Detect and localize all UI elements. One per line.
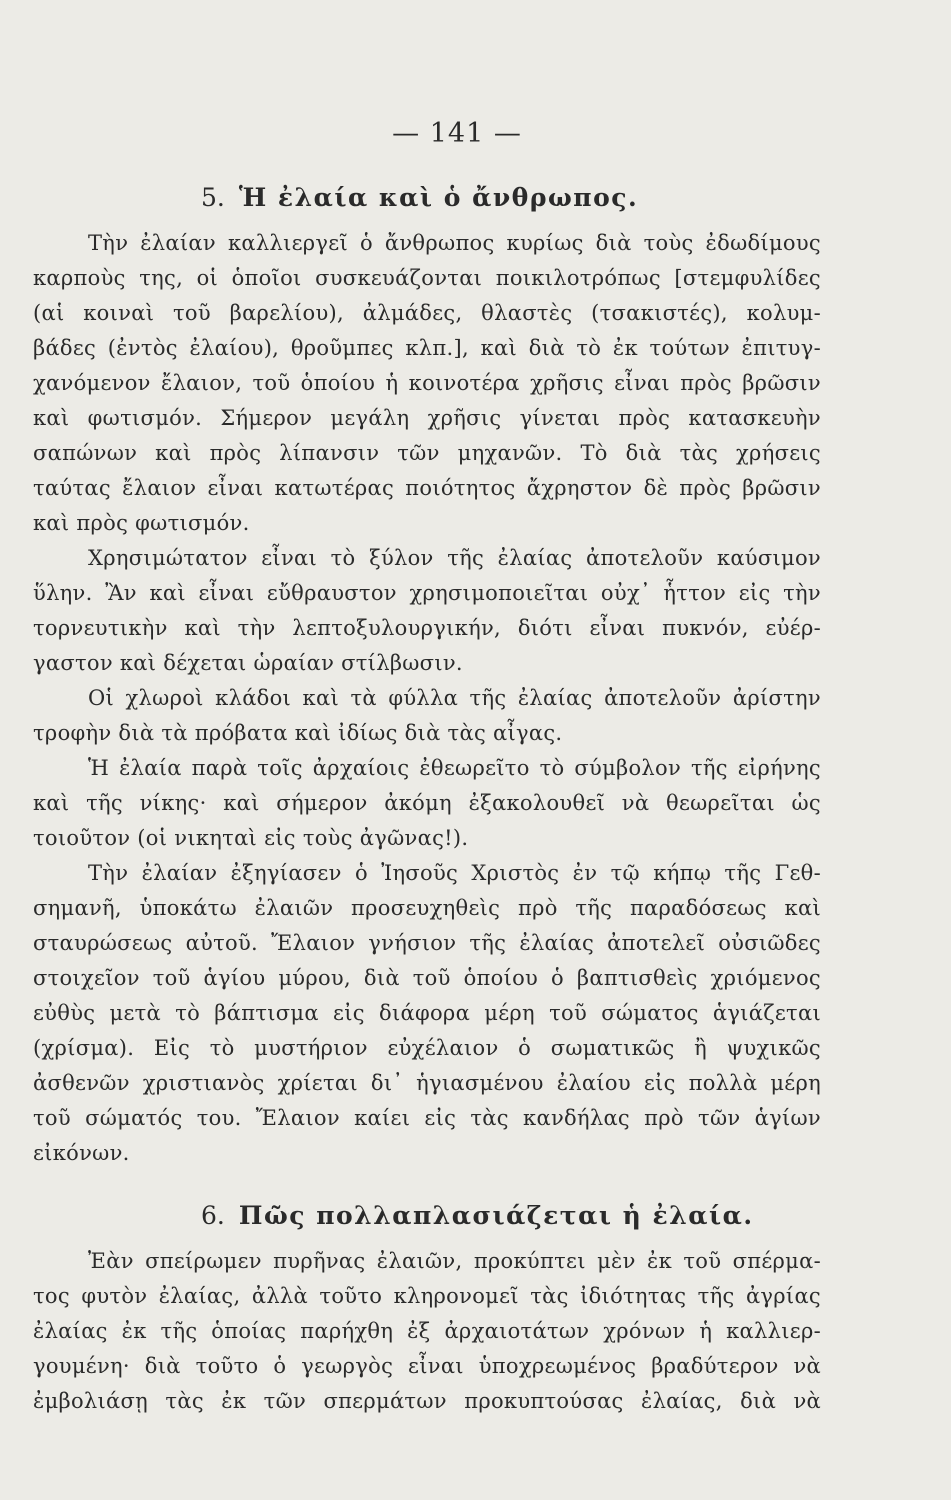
text-line: τοῦ σώματός του. Ἔλαιον καίει εἰς τὰς κανδήλας πρὸ τῶν ἁγίων	[33, 1106, 821, 1130]
section-5-heading	[201, 183, 821, 212]
text-line: εὐθὺς μετὰ τὸ βάπτισμα εἰς διάφορα μέρη τοῦ σώματος ἁγιάζεται	[33, 1001, 821, 1025]
text-line: σημανῆ, ὑποκάτω ἐλαιῶν προσευχηθεὶς πρὸ τῆς παραδόσεως καὶ	[33, 896, 821, 920]
text-line: ἐμβολιάσῃ τὰς ἐκ τῶν σπερμάτων προκυπτούσας ἐλαίας, διὰ νὰ	[33, 1389, 821, 1413]
text-line: (χρίσμα). Εἰς τὸ μυστήριον εὐχέλαιον ὁ σωματικῶς ἢ ψυχικῶς	[33, 1036, 821, 1060]
text-line: καὶ πρὸς φωτισμόν.	[33, 511, 250, 535]
text-line: Τὴν ἐλαίαν καλλιεργεῖ ὁ ἄνθρωπος κυρίως διὰ τοὺς ἐδωδίμους	[88, 231, 821, 255]
text-line: εἰκόνων.	[33, 1141, 130, 1165]
text-line: γουμένη· διὰ τοῦτο ὁ γεωργὸς εἶναι ὑποχρεωμένος βραδύτερον νὰ	[33, 1354, 821, 1378]
text-line: Τὴν ἐλαίαν ἐξηγίασεν ὁ Ἰησοῦς Χριστὸς ἐν τῷ κήπῳ τῆς Γεθ-	[88, 861, 821, 885]
page-number: — 141 —	[392, 118, 522, 149]
text-line: καρποὺς της, οἱ ὁποῖοι συσκευάζονται ποικιλοτρόπως [στεμφυλίδες	[33, 266, 821, 290]
text-line: σαπώνων καὶ πρὸς λίπανσιν τῶν μηχανῶν. Τὸ διὰ τὰς χρήσεις	[33, 441, 821, 465]
section-5-title: Ἡ ἐλαία καὶ ὁ ἄνθρωπος.	[238, 183, 639, 212]
text-line: τορνευτικὴν καὶ τὴν λεπτοξυλουργικήν, διότι εἶναι πυκνόν, εὐέρ-	[33, 616, 821, 640]
section-6-body	[33, 1244, 821, 1419]
section-5-number: 5.	[201, 183, 225, 212]
text-line: Οἱ χλωροὶ κλάδοι καὶ τὰ φύλλα τῆς ἐλαίας ἀποτελοῦν ἀρίστην	[88, 686, 821, 710]
text-line: τοιοῦτον (οἱ νικηταὶ εἰς τοὺς ἀγῶνας!).	[33, 826, 469, 850]
section-5-body	[33, 226, 821, 1171]
text-line: σταυρώσεως αὐτοῦ. Ἔλαιον γνήσιον τῆς ἐλαίας ἀποτελεῖ οὐσιῶδες	[33, 931, 821, 955]
text-line: Ἐὰν σπείρωμεν πυρῆνας ἐλαιῶν, προκύπτει μὲν ἐκ τοῦ σπέρμα-	[88, 1249, 821, 1273]
section-6-number: 6.	[201, 1201, 225, 1230]
text-line: καὶ φωτισμόν. Σήμερον μεγάλη χρῆσις γίνεται πρὸς κατασκευὴν	[33, 406, 821, 430]
section-6-title: Πῶς πολλαπλασιάζεται ἡ ἐλαία.	[238, 1201, 754, 1230]
text-line: γαστον καὶ δέχεται ὡραίαν στίλβωσιν.	[33, 651, 463, 675]
text-line: βάδες (ἐντὸς ἐλαίου), θροῦμπες κλπ.], καὶ διὰ τὸ ἐκ τούτων ἐπιτυγ-	[33, 336, 821, 360]
text-line: στοιχεῖον τοῦ ἁγίου μύρου, διὰ τοῦ ὁποίου ὁ βαπτισθεὶς χριόμενος	[33, 966, 821, 990]
section-6-heading	[201, 1201, 821, 1230]
text-line: χανόμενον ἔλαιον, τοῦ ὁποίου ἡ κοινοτέρα χρῆσις εἶναι πρὸς βρῶσιν	[33, 371, 821, 395]
text-line: καὶ τῆς νίκης· καὶ σήμερον ἀκόμη ἐξακολουθεῖ νὰ θεωρεῖται ὡς	[33, 791, 821, 815]
text-line: ἐλαίας ἐκ τῆς ὁποίας παρήχθη ἐξ ἀρχαιοτάτων χρόνων ἡ καλλιερ-	[33, 1319, 821, 1343]
text-line: τροφὴν διὰ τὰ πρόβατα καὶ ἰδίως διὰ τὰς αἶγας.	[33, 721, 563, 745]
text-line: τος φυτὸν ἐλαίας, ἀλλὰ τοῦτο κληρονομεῖ τὰς ἰδιότητας τῆς ἀγρίας	[33, 1284, 821, 1308]
text-line: ταύτας ἔλαιον εἶναι κατωτέρας ποιότητος ἄχρηστον δὲ πρὸς βρῶσιν	[33, 476, 821, 500]
text-line: Ἡ ἐλαία παρὰ τοῖς ἀρχαίοις ἐθεωρεῖτο τὸ σύμβολον τῆς εἰρήνης	[88, 756, 821, 780]
text-line: (αἱ κοιναὶ τοῦ βαρελίου), ἀλμάδες, θλαστὲς (τσακιστές), κολυμ-	[33, 301, 821, 325]
text-line: ὕλην. Ἂν καὶ εἶναι εὔθραυστον χρησιμοποιεῖται οὐχ᾽ ἧττον εἰς τὴν	[33, 581, 821, 605]
text-line: ἀσθενῶν χριστιανὸς χρίεται δι᾽ ἡγιασμένου ἐλαίου εἰς πολλὰ μέρη	[33, 1071, 821, 1095]
text-line: Χρησιμώτατον εἶναι τὸ ξύλον τῆς ἐλαίας ἀποτελοῦν καύσιμον	[88, 546, 821, 570]
